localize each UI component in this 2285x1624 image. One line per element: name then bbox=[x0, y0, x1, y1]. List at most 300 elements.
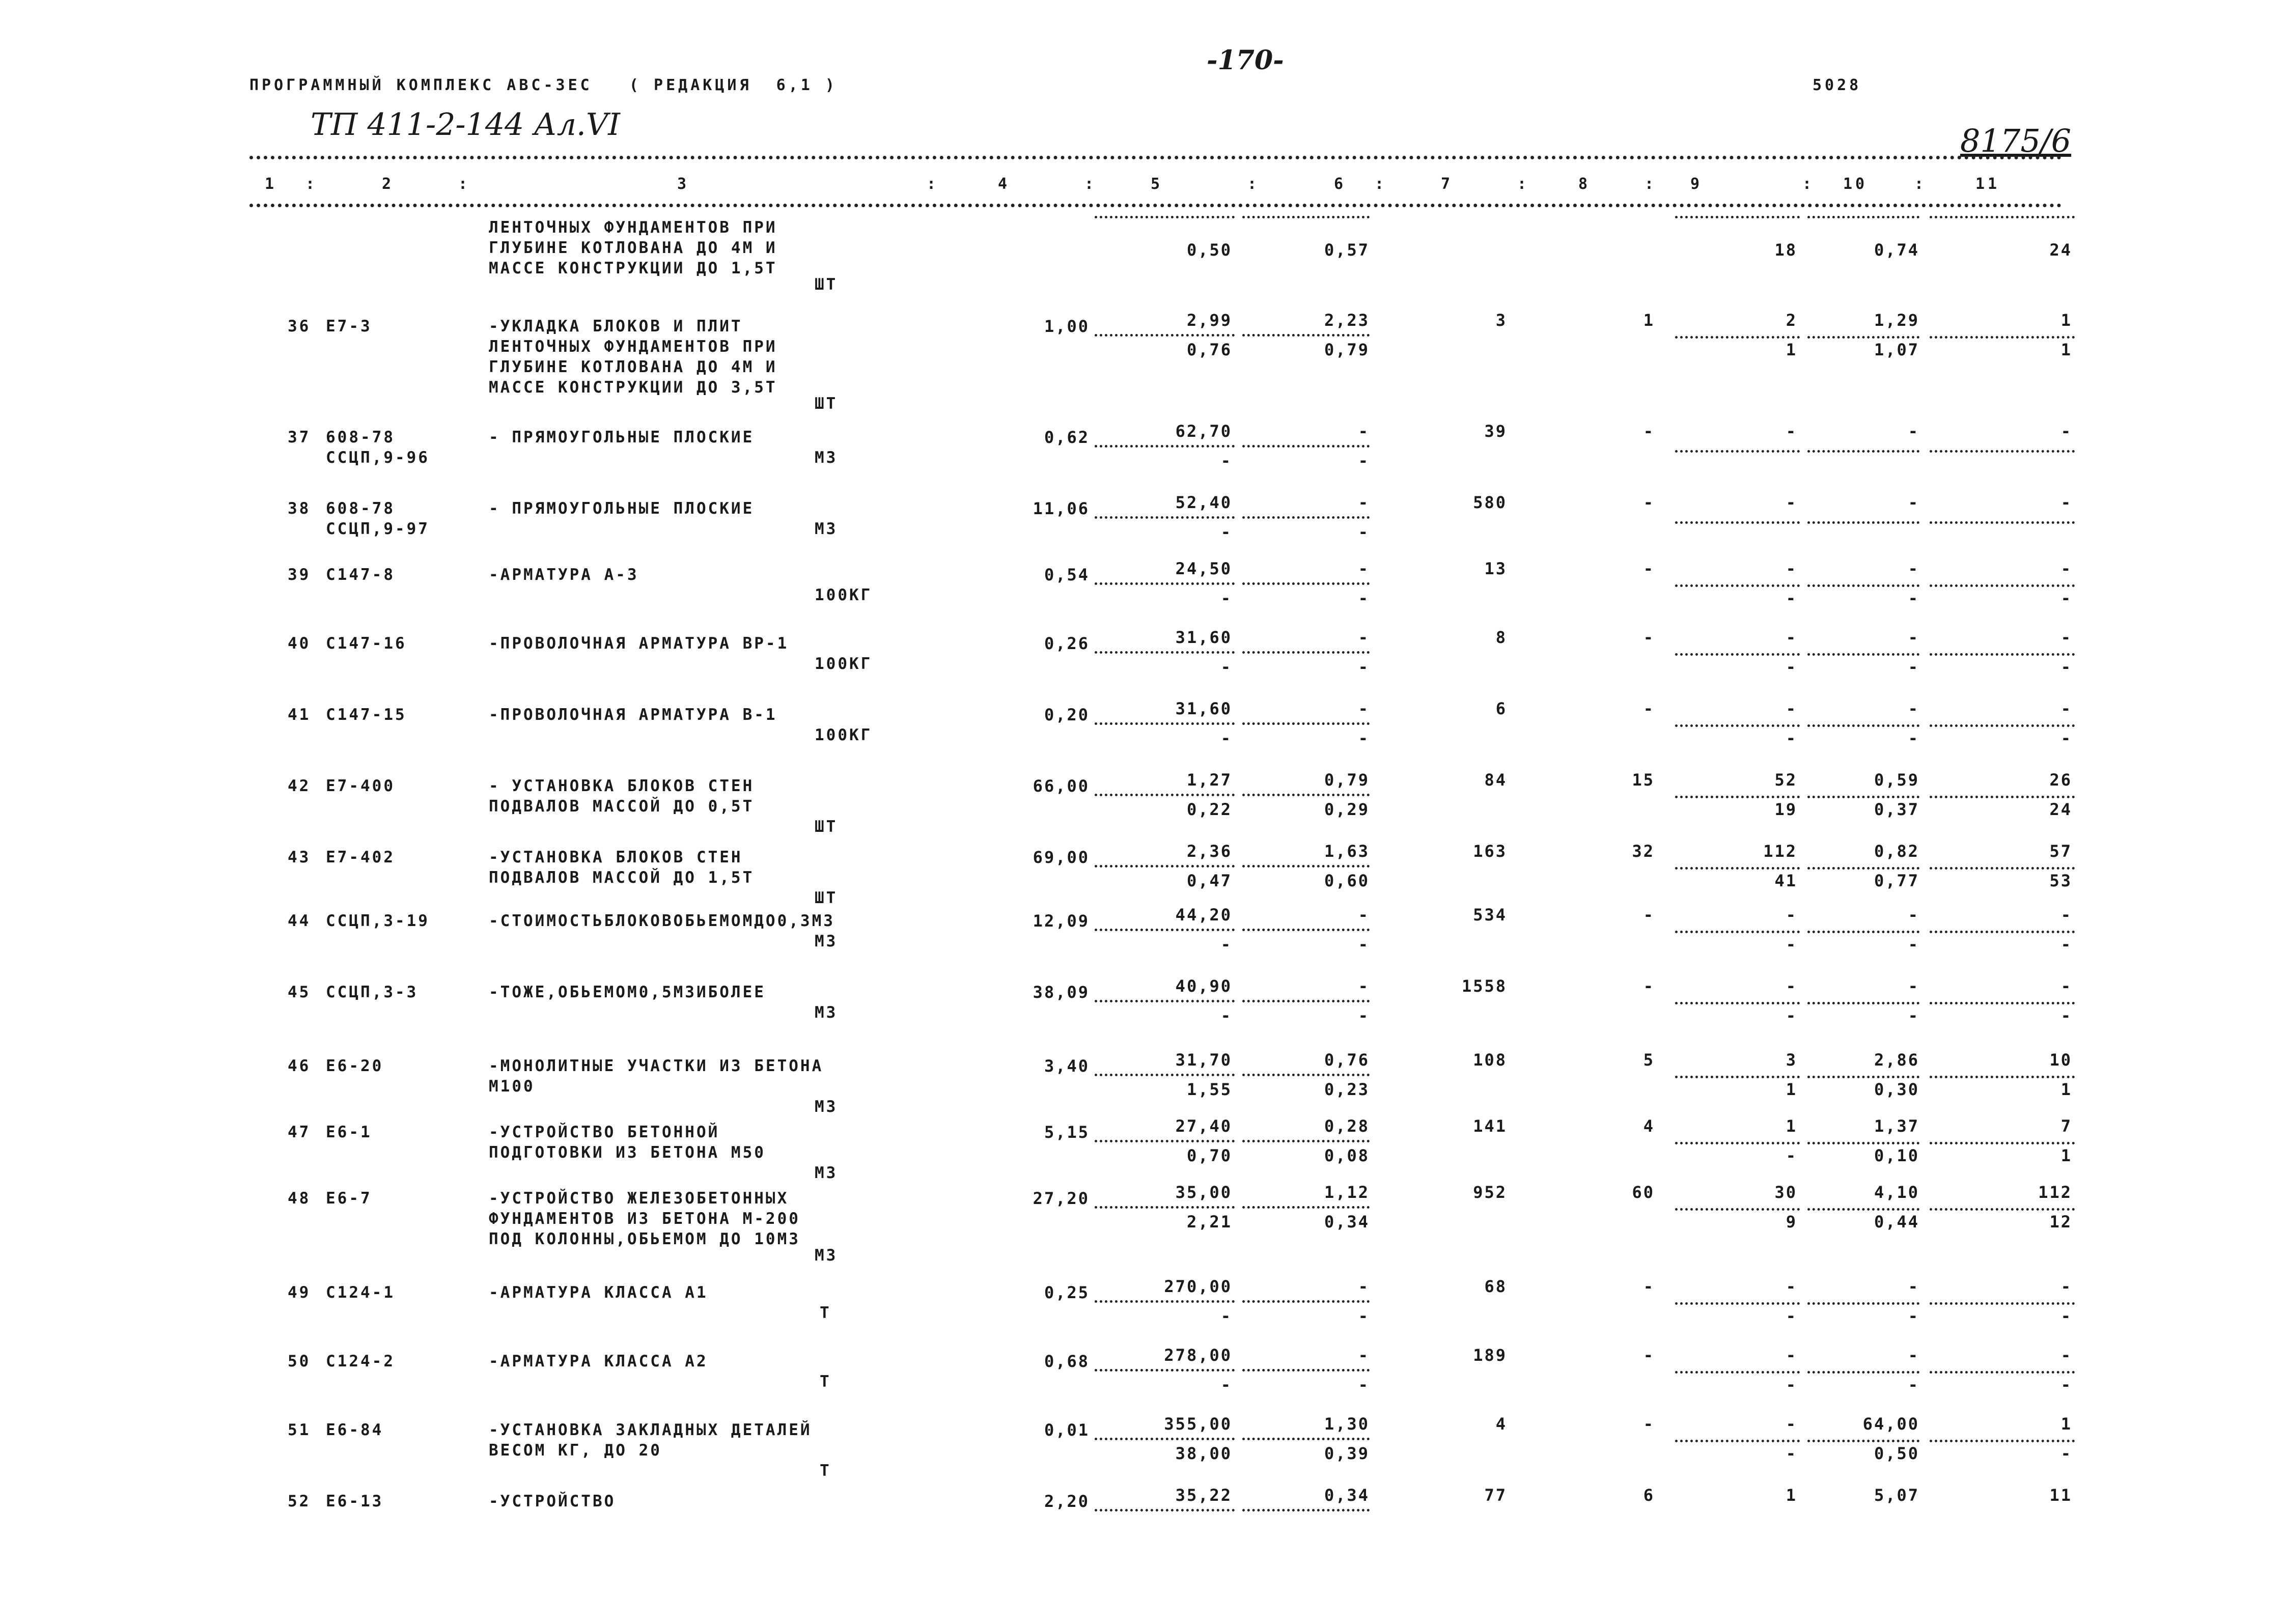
col6-value-top: - bbox=[1358, 699, 1370, 718]
column-number-6: 6 bbox=[1334, 175, 1347, 193]
row-unit: М3 bbox=[815, 520, 838, 538]
col10-value-top: - bbox=[1908, 1277, 1919, 1296]
column-separator: : bbox=[305, 175, 318, 193]
row-description-line: -СТОИМОСТЬБЛОКОВОБЬЕМОМДО0,3М3 bbox=[489, 912, 835, 930]
col11-value-top: - bbox=[2060, 976, 2072, 996]
c11-divider bbox=[1930, 1302, 2075, 1305]
row-number: 45 bbox=[288, 983, 311, 1001]
col11-value-top: 10 bbox=[2049, 1050, 2072, 1070]
col10-value-bottom: - bbox=[1908, 729, 1919, 748]
row-number: 43 bbox=[288, 848, 311, 866]
c9-divider bbox=[1675, 450, 1800, 453]
c6-divider bbox=[1242, 929, 1370, 931]
col11-value-top: 1 bbox=[2060, 311, 2072, 330]
row-unit: ШТ bbox=[815, 275, 838, 294]
c5-divider bbox=[1095, 1369, 1235, 1371]
col10-value-top: - bbox=[1908, 699, 1919, 718]
col7-value: 77 bbox=[1484, 1486, 1507, 1505]
row-code: Е6-84 bbox=[326, 1421, 384, 1439]
col9-value-top: 1 bbox=[1786, 1116, 1797, 1136]
c10-divider bbox=[1807, 584, 1919, 587]
col9-value-top: 2 bbox=[1786, 311, 1797, 330]
col8-value: - bbox=[1643, 976, 1655, 996]
col11-value-bottom: 24 bbox=[2049, 240, 2072, 260]
col11-value-top: - bbox=[2060, 1346, 2072, 1365]
col9-value-bottom: - bbox=[1786, 657, 1797, 677]
c11-divider bbox=[1930, 336, 2075, 339]
col7-value: 6 bbox=[1495, 699, 1507, 718]
row-description-line: -ТОЖЕ,ОБЬЕМОМ0,5М3ИБОЛЕЕ bbox=[489, 983, 766, 1001]
col8-value: - bbox=[1643, 559, 1655, 578]
c5-divider bbox=[1095, 216, 1235, 218]
col6-value-bottom: 0,79 bbox=[1324, 340, 1370, 359]
col9-value-bottom: - bbox=[1786, 1146, 1797, 1165]
row-number: 40 bbox=[288, 634, 311, 653]
col9-value-bottom: 9 bbox=[1786, 1212, 1797, 1231]
col11-value-top: - bbox=[2060, 422, 2072, 441]
col6-value-bottom: - bbox=[1358, 589, 1370, 608]
c11-divider bbox=[1930, 521, 2075, 524]
col10-value-bottom: 0,50 bbox=[1874, 1444, 1919, 1463]
row-description-line: -УСТАНОВКА БЛОКОВ СТЕН bbox=[489, 848, 743, 866]
col10-value-bottom: - bbox=[1908, 1375, 1919, 1394]
column-number-2: 2 bbox=[382, 175, 395, 193]
col5-value-bottom: 0,22 bbox=[1186, 800, 1232, 819]
col10-value-top: - bbox=[1908, 976, 1919, 996]
c6-divider bbox=[1242, 1438, 1370, 1440]
c11-divider bbox=[1930, 1142, 2075, 1144]
row-unit: М3 bbox=[815, 1164, 838, 1182]
row-code: С124-2 bbox=[326, 1352, 395, 1370]
column-number-3: 3 bbox=[677, 175, 690, 193]
c11-divider bbox=[1930, 584, 2075, 587]
col11-value-bottom: - bbox=[2060, 657, 2072, 677]
col5-value-top: 278,00 bbox=[1164, 1346, 1232, 1365]
col10-value-bottom: 0,30 bbox=[1874, 1080, 1919, 1099]
row-number: 47 bbox=[288, 1123, 311, 1141]
col6-value-bottom: - bbox=[1358, 522, 1370, 542]
col7-value: 84 bbox=[1484, 770, 1507, 790]
c11-divider bbox=[1930, 450, 2075, 453]
column-number-1: 1 bbox=[265, 175, 277, 193]
col5-value-top: 52,40 bbox=[1175, 493, 1232, 512]
col11-value-bottom: - bbox=[2060, 589, 2072, 608]
col6-value-bottom: 0,39 bbox=[1324, 1444, 1370, 1463]
col7-value: 534 bbox=[1473, 905, 1507, 925]
col10-value-bottom: 0,44 bbox=[1874, 1212, 1919, 1231]
column-number-5: 5 bbox=[1151, 175, 1163, 193]
col11-value-top: 7 bbox=[2060, 1116, 2072, 1136]
c11-divider bbox=[1930, 931, 2075, 933]
c10-divider bbox=[1807, 867, 1919, 870]
col5-value-bottom: - bbox=[1220, 1006, 1232, 1025]
col6-value-bottom: 0,23 bbox=[1324, 1080, 1370, 1099]
row-description-line: ГЛУБИНЕ КОТЛОВАНА ДО 4М И bbox=[489, 239, 777, 257]
col6-value-top: - bbox=[1358, 976, 1370, 996]
col6-value-top: - bbox=[1358, 1346, 1370, 1365]
col5-value-top: 40,90 bbox=[1175, 976, 1232, 996]
c6-divider bbox=[1242, 1300, 1370, 1303]
col10-value-top: - bbox=[1908, 628, 1919, 647]
c11-divider bbox=[1930, 1440, 2075, 1442]
row-code: С147-15 bbox=[326, 706, 407, 724]
col8-value: 5 bbox=[1643, 1050, 1655, 1070]
col6-value-top: - bbox=[1358, 559, 1370, 578]
row-description-line: ГЛУБИНЕ КОТЛОВАНА ДО 4М И bbox=[489, 358, 777, 376]
column-number-10: 10 bbox=[1843, 175, 1868, 193]
col9-value-top: - bbox=[1786, 905, 1797, 925]
c9-divider bbox=[1675, 1208, 1800, 1211]
row-number: 39 bbox=[288, 566, 311, 584]
col7-value: 189 bbox=[1473, 1346, 1507, 1365]
col4-value: 0,25 bbox=[1044, 1283, 1090, 1302]
col11-value-top: - bbox=[2060, 699, 2072, 718]
col9-value-top: - bbox=[1786, 422, 1797, 441]
c10-divider bbox=[1807, 931, 1919, 933]
col6-value-top: 0,79 bbox=[1324, 770, 1370, 790]
row-description-line: - УСТАНОВКА БЛОКОВ СТЕН bbox=[489, 777, 755, 795]
col5-value-bottom: 1,55 bbox=[1186, 1080, 1232, 1099]
c11-divider bbox=[1930, 724, 2075, 727]
row-description-line: МАССЕ КОНСТРУКЦИИ ДО 3,5Т bbox=[489, 378, 777, 397]
col6-value-top: - bbox=[1358, 1277, 1370, 1296]
row-code: Е6-7 bbox=[326, 1189, 372, 1208]
c9-divider bbox=[1675, 1002, 1800, 1004]
row-description-line: -ПРОВОЛОЧНАЯ АРМАТУРА В-1 bbox=[489, 706, 777, 724]
row-code: Е6-13 bbox=[326, 1492, 384, 1510]
col5-value-bottom: 38,00 bbox=[1175, 1444, 1232, 1463]
row-description-line: ПОД КОЛОННЫ,ОБЬЕМОМ ДО 10М3 bbox=[489, 1230, 800, 1248]
col6-value-top: - bbox=[1358, 493, 1370, 512]
row-description-line: - ПРЯМОУГОЛЬНЫЕ ПЛОСКИЕ bbox=[489, 428, 755, 446]
col5-value-top: 31,60 bbox=[1175, 699, 1232, 718]
col9-value-bottom: - bbox=[1786, 1306, 1797, 1326]
c6-divider bbox=[1242, 1509, 1370, 1511]
row-number: 52 bbox=[288, 1492, 311, 1510]
col11-value-bottom: - bbox=[2060, 935, 2072, 954]
c6-divider bbox=[1242, 582, 1370, 585]
col11-value-top: - bbox=[2060, 559, 2072, 578]
col5-value-bottom: - bbox=[1220, 1306, 1232, 1326]
col11-value-bottom: - bbox=[2060, 1006, 2072, 1025]
col10-value-bottom: 0,74 bbox=[1874, 240, 1919, 260]
c5-divider bbox=[1095, 1206, 1235, 1209]
row-code: Е6-20 bbox=[326, 1057, 384, 1075]
column-number-9: 9 bbox=[1690, 175, 1703, 193]
col5-value-top: 355,00 bbox=[1164, 1414, 1232, 1434]
col11-value-bottom: 24 bbox=[2049, 800, 2072, 819]
col4-value: 5,15 bbox=[1044, 1123, 1090, 1142]
row-number: 44 bbox=[288, 912, 311, 930]
col5-value-bottom: - bbox=[1220, 522, 1232, 542]
col6-value-top: - bbox=[1358, 905, 1370, 925]
row-description-line: ПОДВАЛОВ МАССОЙ ДО 0,5Т bbox=[489, 797, 755, 816]
row-description-line: ПОДГОТОВКИ ИЗ БЕТОНА М50 bbox=[489, 1143, 766, 1162]
col11-value-bottom: - bbox=[2060, 1444, 2072, 1463]
col9-value-top: - bbox=[1786, 699, 1797, 718]
col7-value: 1558 bbox=[1461, 976, 1507, 996]
col5-value-top: 35,22 bbox=[1175, 1486, 1232, 1505]
col6-value-bottom: - bbox=[1358, 657, 1370, 677]
row-unit: 100КГ bbox=[815, 726, 873, 744]
col6-value-top: 1,30 bbox=[1324, 1414, 1370, 1434]
c10-divider bbox=[1807, 336, 1919, 339]
row-number: 41 bbox=[288, 706, 311, 724]
col6-value-bottom: 0,60 bbox=[1324, 871, 1370, 890]
col6-value-bottom: 0,29 bbox=[1324, 800, 1370, 819]
row-code: Е6-1 bbox=[326, 1123, 372, 1141]
col5-value-top: 1,27 bbox=[1186, 770, 1232, 790]
col10-value-bottom: 0,77 bbox=[1874, 871, 1919, 890]
row-unit: М3 bbox=[815, 1098, 838, 1116]
c6-divider bbox=[1242, 651, 1370, 654]
c9-divider bbox=[1675, 1142, 1800, 1144]
col11-value-bottom: 1 bbox=[2060, 1080, 2072, 1099]
c5-divider bbox=[1095, 722, 1235, 725]
row-code: ССЦП,3-3 bbox=[326, 983, 419, 1001]
c9-divider bbox=[1675, 867, 1800, 870]
row-description-line: -ПРОВОЛОЧНАЯ АРМАТУРА ВР-1 bbox=[489, 634, 789, 653]
col7-value: 4 bbox=[1495, 1414, 1507, 1434]
handwritten-sheet-number: 8175/6 bbox=[1960, 122, 2072, 159]
c10-divider bbox=[1807, 796, 1919, 798]
col9-value-bottom: 41 bbox=[1774, 871, 1797, 890]
col10-value-top: 1,29 bbox=[1874, 311, 1919, 330]
column-separator: : bbox=[1517, 175, 1530, 193]
col7-value: 3 bbox=[1495, 311, 1507, 330]
col10-value-top: - bbox=[1908, 1346, 1919, 1365]
row-description-line: ЛЕНТОЧНЫХ ФУНДАМЕНТОВ ПРИ bbox=[489, 218, 777, 237]
col11-value-top: 26 bbox=[2049, 770, 2072, 790]
c6-divider bbox=[1242, 445, 1370, 447]
col10-value-bottom: - bbox=[1908, 1306, 1919, 1326]
col6-value-bottom: - bbox=[1358, 1006, 1370, 1025]
c6-divider bbox=[1242, 865, 1370, 867]
col9-value-top: - bbox=[1786, 1414, 1797, 1434]
row-description-line: -АРМАТУРА КЛАССА А2 bbox=[489, 1352, 708, 1370]
c6-divider bbox=[1242, 1074, 1370, 1076]
col6-value-bottom: 0,57 bbox=[1324, 240, 1370, 260]
row-description-line: -УСТРОЙСТВО ЖЕЛЕЗОБЕТОННЫХ bbox=[489, 1189, 789, 1208]
c9-divider bbox=[1675, 653, 1800, 656]
col10-value-top: 5,07 bbox=[1874, 1486, 1919, 1505]
c5-divider bbox=[1095, 1438, 1235, 1440]
c9-divider bbox=[1675, 724, 1800, 727]
col4-value: 66,00 bbox=[1033, 776, 1090, 796]
c9-divider bbox=[1675, 1371, 1800, 1374]
col11-value-bottom: 53 bbox=[2049, 871, 2072, 890]
c5-divider bbox=[1095, 516, 1235, 519]
c10-divider bbox=[1807, 1076, 1919, 1078]
col6-value-top: 0,28 bbox=[1324, 1116, 1370, 1136]
row-unit: Т bbox=[820, 1462, 831, 1480]
c6-divider bbox=[1242, 1369, 1370, 1371]
page-number: -170- bbox=[1207, 45, 1284, 76]
column-separator: : bbox=[1802, 175, 1815, 193]
row-unit: 100КГ bbox=[815, 655, 873, 673]
col5-value-bottom: 0,50 bbox=[1186, 240, 1232, 260]
col4-value: 69,00 bbox=[1033, 848, 1090, 867]
row-unit: Т bbox=[820, 1304, 831, 1322]
col6-value-bottom: - bbox=[1358, 1306, 1370, 1326]
program-title: ПРОГРАММНЫЙ КОМПЛЕКС АВС-ЗЕС ( РЕДАКЦИЯ 6,1 ) bbox=[249, 76, 838, 94]
row-description-line: ФУНДАМЕНТОВ ИЗ БЕТОНА М-200 bbox=[489, 1210, 800, 1228]
c10-divider bbox=[1807, 1440, 1919, 1442]
col6-value-bottom: - bbox=[1358, 451, 1370, 470]
c5-divider bbox=[1095, 1300, 1235, 1303]
row-code: 608-78 bbox=[326, 428, 395, 446]
row-description-line: -АРМАТУРА КЛАССА А1 bbox=[489, 1283, 708, 1302]
row-description-line: -МОНОЛИТНЫЕ УЧАСТКИ ИЗ БЕТОНА bbox=[489, 1057, 824, 1075]
col5-value-bottom: - bbox=[1220, 451, 1232, 470]
c9-divider bbox=[1675, 1302, 1800, 1305]
col7-value: 141 bbox=[1473, 1116, 1507, 1136]
row-code: ССЦП,3-19 bbox=[326, 912, 430, 930]
c5-divider bbox=[1095, 334, 1235, 337]
col9-value-top: 3 bbox=[1786, 1050, 1797, 1070]
col9-value-top: - bbox=[1786, 493, 1797, 512]
col4-value: 3,40 bbox=[1044, 1056, 1090, 1076]
col5-value-top: 62,70 bbox=[1175, 422, 1232, 441]
col5-value-bottom: - bbox=[1220, 729, 1232, 748]
col10-value-bottom: - bbox=[1908, 935, 1919, 954]
column-separator: : bbox=[927, 175, 939, 193]
c5-divider bbox=[1095, 445, 1235, 447]
c5-divider bbox=[1095, 582, 1235, 585]
col4-value: 1,00 bbox=[1044, 317, 1090, 336]
col5-value-top: 27,40 bbox=[1175, 1116, 1232, 1136]
col9-value-top: 52 bbox=[1774, 770, 1797, 790]
row-number: 49 bbox=[288, 1283, 311, 1302]
col9-value-top: - bbox=[1786, 1277, 1797, 1296]
row-number: 37 bbox=[288, 428, 311, 446]
c11-divider bbox=[1930, 1002, 2075, 1004]
col5-value-top: 31,70 bbox=[1175, 1050, 1232, 1070]
col7-value: 13 bbox=[1484, 559, 1507, 578]
c6-divider bbox=[1242, 334, 1370, 337]
c5-divider bbox=[1095, 1509, 1235, 1511]
c5-divider bbox=[1095, 794, 1235, 796]
col4-value: 0,01 bbox=[1044, 1420, 1090, 1440]
col7-value: 8 bbox=[1495, 628, 1507, 647]
c11-divider bbox=[1930, 867, 2075, 870]
col4-value: 0,26 bbox=[1044, 634, 1090, 653]
row-unit: 100КГ bbox=[815, 586, 873, 604]
row-unit: М3 bbox=[815, 449, 838, 467]
row-code: С124-1 bbox=[326, 1283, 395, 1302]
col9-value-bottom: 18 bbox=[1774, 240, 1797, 260]
c6-divider bbox=[1242, 216, 1370, 218]
col9-value-bottom: - bbox=[1786, 935, 1797, 954]
col5-value-bottom: 2,21 bbox=[1186, 1212, 1232, 1231]
col9-value-top: 112 bbox=[1763, 842, 1797, 861]
col10-value-top: 0,82 bbox=[1874, 842, 1919, 861]
col10-value-top: - bbox=[1908, 422, 1919, 441]
col6-value-top: - bbox=[1358, 422, 1370, 441]
row-number: 50 bbox=[288, 1352, 311, 1370]
col7-value: 68 bbox=[1484, 1277, 1507, 1296]
col5-value-bottom: 0,76 bbox=[1186, 340, 1232, 359]
c11-divider bbox=[1930, 1371, 2075, 1374]
c9-divider bbox=[1675, 1440, 1800, 1442]
col9-value-bottom: 1 bbox=[1786, 1080, 1797, 1099]
row-code: С147-16 bbox=[326, 634, 407, 653]
row-description-line: - ПРЯМОУГОЛЬНЫЕ ПЛОСКИЕ bbox=[489, 499, 755, 518]
row-number: 46 bbox=[288, 1057, 311, 1075]
col8-value: 1 bbox=[1643, 311, 1655, 330]
col11-value-top: 11 bbox=[2049, 1486, 2072, 1505]
c5-divider bbox=[1095, 651, 1235, 654]
row-unit: ШТ bbox=[815, 818, 838, 836]
col6-value-bottom: - bbox=[1358, 1375, 1370, 1394]
column-separator: : bbox=[1247, 175, 1260, 193]
c9-divider bbox=[1675, 521, 1800, 524]
c10-divider bbox=[1807, 1302, 1919, 1305]
column-number-11: 11 bbox=[1975, 175, 2000, 193]
col4-value: 0,68 bbox=[1044, 1352, 1090, 1371]
row-code: Е7-400 bbox=[326, 777, 395, 795]
c5-divider bbox=[1095, 1074, 1235, 1076]
col9-value-top: - bbox=[1786, 1346, 1797, 1365]
col11-value-bottom: 1 bbox=[2060, 1146, 2072, 1165]
col5-value-bottom: - bbox=[1220, 935, 1232, 954]
c10-divider bbox=[1807, 653, 1919, 656]
col9-value-bottom: - bbox=[1786, 1444, 1797, 1463]
column-separator: : bbox=[1375, 175, 1387, 193]
col10-value-bottom: - bbox=[1908, 1006, 1919, 1025]
col6-value-top: 2,23 bbox=[1324, 311, 1370, 330]
row-code: С147-8 bbox=[326, 566, 395, 584]
col7-value: 952 bbox=[1473, 1183, 1507, 1202]
col6-value-top: 0,76 bbox=[1324, 1050, 1370, 1070]
col8-value: 4 bbox=[1643, 1116, 1655, 1136]
col10-value-bottom: - bbox=[1908, 589, 1919, 608]
col5-value-top: 35,00 bbox=[1175, 1183, 1232, 1202]
col8-value: - bbox=[1643, 1277, 1655, 1296]
col10-value-top: - bbox=[1908, 493, 1919, 512]
col11-value-bottom: 1 bbox=[2060, 340, 2072, 359]
col6-value-bottom: - bbox=[1358, 935, 1370, 954]
c10-divider bbox=[1807, 450, 1919, 453]
c6-divider bbox=[1242, 1000, 1370, 1002]
col10-value-bottom: 1,07 bbox=[1874, 340, 1919, 359]
c9-divider bbox=[1675, 796, 1800, 798]
col9-value-top: 1 bbox=[1786, 1486, 1797, 1505]
c6-divider bbox=[1242, 1140, 1370, 1142]
c10-divider bbox=[1807, 216, 1919, 218]
col6-value-top: 0,34 bbox=[1324, 1486, 1370, 1505]
col11-value-bottom: - bbox=[2060, 1375, 2072, 1394]
col4-value: 11,06 bbox=[1033, 499, 1090, 518]
row-description-line: ВЕСОМ КГ, ДО 20 bbox=[489, 1441, 662, 1460]
c5-divider bbox=[1095, 1140, 1235, 1142]
c9-divider bbox=[1675, 336, 1800, 339]
row-number: 42 bbox=[288, 777, 311, 795]
c9-divider bbox=[1675, 216, 1800, 218]
c6-divider bbox=[1242, 1206, 1370, 1209]
col9-value-top: 30 bbox=[1774, 1183, 1797, 1202]
col8-value: - bbox=[1643, 905, 1655, 925]
col10-value-top: - bbox=[1908, 905, 1919, 925]
row-code: Е7-3 bbox=[326, 317, 372, 335]
col9-value-top: - bbox=[1786, 559, 1797, 578]
col8-value: 15 bbox=[1632, 770, 1655, 790]
col4-value: 27,20 bbox=[1033, 1189, 1090, 1208]
row-code: 608-78 bbox=[326, 499, 395, 518]
c5-divider bbox=[1095, 865, 1235, 867]
row-code-secondary: ССЦП,9-96 bbox=[326, 449, 430, 467]
header-bottom-rule bbox=[249, 204, 2062, 207]
